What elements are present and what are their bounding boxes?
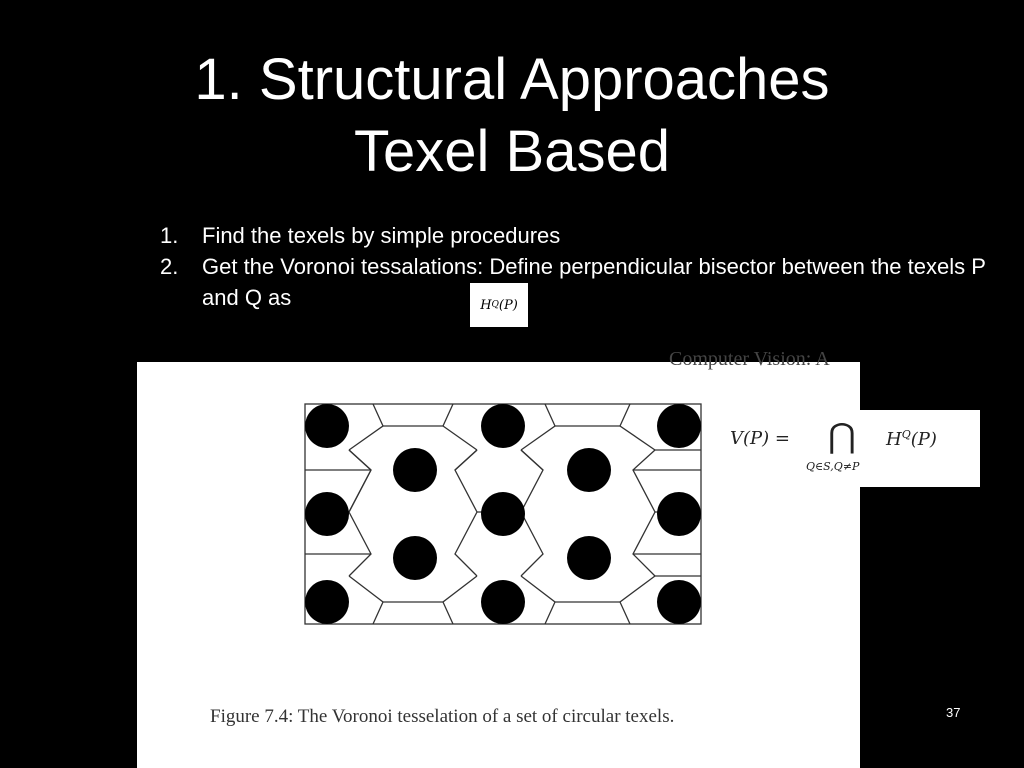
- intersection-operator: ⋂: [828, 416, 856, 456]
- texel: [305, 404, 349, 448]
- texel: [393, 536, 437, 580]
- texel: [657, 492, 701, 536]
- title-line-1: 1. Structural Approaches: [194, 47, 830, 112]
- bullet-list: [160, 220, 1000, 313]
- edge: [349, 450, 371, 470]
- bullet-number: 1.: [160, 223, 179, 248]
- figure-caption: Figure 7.4: The Voronoi tesselation of a set of circular texels.: [210, 706, 675, 727]
- formula-rhs: [886, 428, 937, 450]
- edge: [349, 470, 371, 512]
- bullet-item-2: [160, 251, 1000, 313]
- formula-base: H: [480, 297, 492, 313]
- formula-rhs-sup: Q: [901, 428, 911, 441]
- slide-title: [0, 44, 1024, 188]
- texel: [481, 580, 525, 624]
- edge: [443, 576, 477, 624]
- edge: [521, 450, 543, 470]
- formula-arg: (P): [498, 297, 518, 313]
- texel: [657, 404, 701, 448]
- edge: [349, 450, 371, 576]
- texel: [305, 580, 349, 624]
- edge: [455, 450, 477, 470]
- bullet-text: Find the texels by simple procedures: [202, 223, 561, 248]
- texel: [481, 404, 525, 448]
- edge: [521, 576, 555, 624]
- page-number: 37: [946, 705, 961, 720]
- bullet-number: 2.: [160, 254, 179, 279]
- edge: [349, 576, 383, 624]
- texel: [657, 580, 701, 624]
- edge: [620, 576, 655, 624]
- edge: [349, 404, 383, 450]
- edge: [455, 450, 477, 576]
- edge: [620, 404, 655, 450]
- texel: [481, 492, 525, 536]
- title-line-2: Texel Based: [354, 119, 670, 184]
- formula-lhs: V(P) =: [730, 428, 790, 449]
- voronoi-formula-box: [720, 410, 980, 487]
- edge: [633, 450, 655, 576]
- formula-rhs-arg: (P): [910, 429, 937, 450]
- formula-rhs-base: H: [886, 429, 902, 450]
- edge: [443, 404, 453, 426]
- texel: [305, 492, 349, 536]
- bullet-text: Get the Voronoi tessalations: Define perpendicular bisector between the texels P and Q as: [202, 254, 986, 310]
- formula-subscript: Q∈S,Q≠P: [806, 460, 860, 473]
- figure-header-fragment: Computer Vision: A: [669, 348, 830, 370]
- texel-circles: [305, 404, 701, 624]
- edge: [443, 426, 477, 450]
- texel: [393, 448, 437, 492]
- edge: [521, 404, 555, 450]
- bullet-item-1: [160, 220, 1000, 251]
- inline-formula-box: [470, 283, 528, 327]
- formula-sup: Q: [491, 300, 499, 310]
- texel: [567, 448, 611, 492]
- texel: [567, 536, 611, 580]
